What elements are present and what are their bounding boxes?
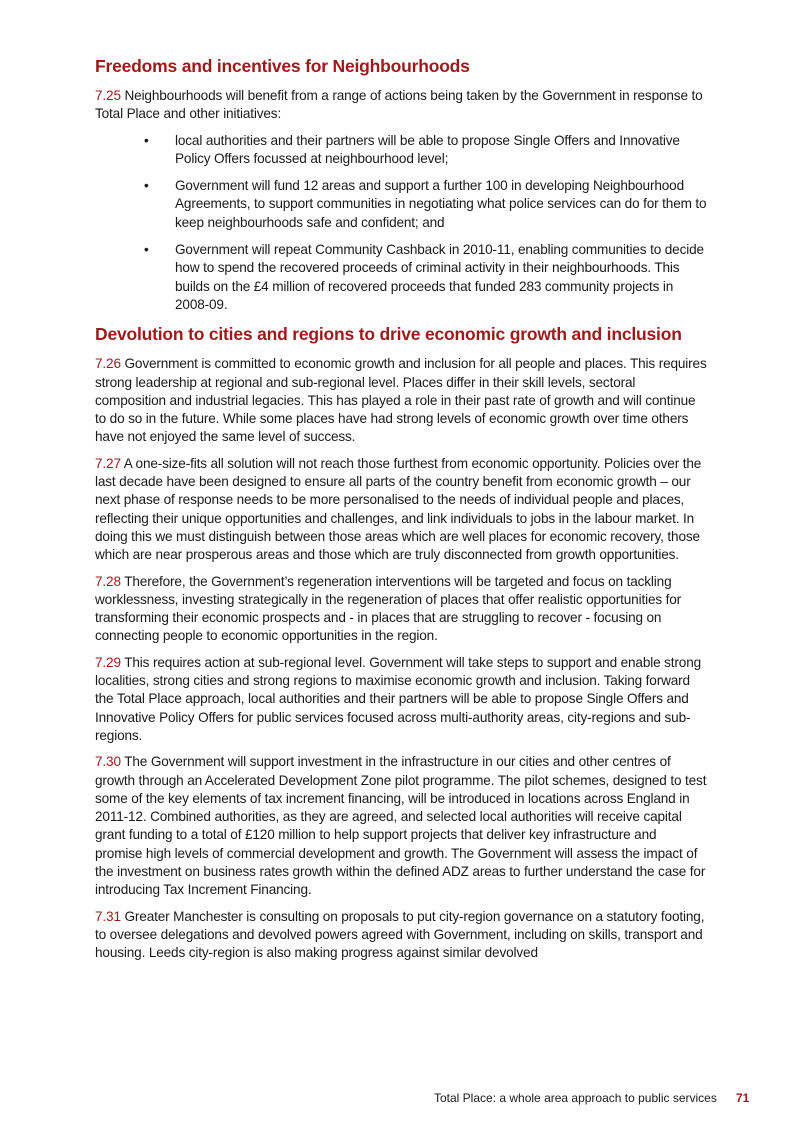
list-item bbox=[95, 241, 707, 314]
paragraph-number: 7.25 bbox=[95, 88, 121, 103]
paragraph-7-25 bbox=[95, 87, 707, 124]
paragraph-7-27 bbox=[95, 455, 707, 565]
section-heading-neighbourhoods: Freedoms and incentives for Neighbourhoods bbox=[95, 56, 470, 76]
paragraph-7-30 bbox=[95, 753, 707, 899]
paragraph-text: Therefore, the Government’s regeneration interventions will be targeted and focus on tackling worklessness, investing strategically in the regeneration of places that offer realistic opportunities for transforming their economic prospects and - in places that are struggling to recover - focusing on connecting people to economic opportunities in the region. bbox=[95, 573, 682, 644]
paragraph-number: 7.31 bbox=[95, 908, 121, 924]
paragraph-text: Greater Manchester is consulting on proposals to put city-region governance on a statutory footing, to oversee delegations and devolved powers agreed with Government, including on skills, transport and housing. Leeds city-region is also making progress against similar devolved bbox=[95, 908, 705, 961]
paragraph-7-31 bbox=[95, 908, 707, 963]
paragraph-7-26 bbox=[95, 355, 707, 446]
section-heading-devolution: Devolution to cities and regions to drive economic growth and inclusion bbox=[95, 324, 682, 345]
paragraph-7-28 bbox=[95, 573, 707, 646]
list-item-text: Government will fund 12 areas and support a further 100 in developing Neighbourhood Agreements, to support communities in negotiating what police services can do for them to keep neighbourhoods safe and confident; and bbox=[175, 178, 707, 230]
page-number: 71 bbox=[736, 1091, 750, 1105]
footer-title: Total Place: a whole area approach to public services bbox=[434, 1091, 717, 1105]
paragraph-text: This requires action at sub-regional level. Government will take steps to support and enable strong localities, strong cities and strong regions to maximise economic growth and inclusion. Taking forward the Total Place approach, local authorities and their partners will be able to propose Single Offers and Innovative Policy Offers for public services focused across multi-authority areas, city-regions and sub-regions. bbox=[95, 654, 702, 743]
paragraph-number: 7.27 bbox=[95, 455, 121, 471]
list-item bbox=[95, 132, 707, 169]
list-item-text: local authorities and their partners will be able to propose Single Offers and Innovative Policy Offers focussed at neighbourhood level; bbox=[175, 132, 680, 166]
paragraph-text: The Government will support investment in the infrastructure in our cities and other centres of growth through an Accelerated Development Zone pilot programme. The pilot schemes, designed to test some of the key elements of tax increment financing, will be introduced in locations across England in 2011-12. Combined authorities, as they are agreed, and selected local authorities will receive capital grant funding to a total of £120 million to help support projects that deliver key infrastructure and promise high levels of commercial development and growth. The Government will assess the impact of the investment on business rates growth within the defined ADZ areas to further understand the case for introducing Tax Increment Financing. bbox=[95, 754, 707, 898]
paragraph-number: 7.28 bbox=[95, 573, 121, 589]
list-item bbox=[95, 177, 707, 232]
list-item-text: Government will repeat Community Cashback in 2010-11, enabling communities to decide how to spend the recovered proceeds of criminal activity in their neighbourhoods. This builds on the £4 million of recovered proceeds that funded 283 community projects in 2008-09. bbox=[175, 242, 704, 312]
paragraph-text: Government is committed to economic growth and inclusion for all people and places. This requires strong leadership at regional and sub-regional level. Places differ in their skill levels, sectoral composition and industrial legacies. This has played a role in their past rate of growth and will continue to do so in the future. While some places have had strong levels of economic growth over time others have not enjoyed the same level of success. bbox=[95, 356, 707, 445]
paragraph-7-29 bbox=[95, 654, 707, 745]
paragraph-number: 7.30 bbox=[95, 754, 121, 770]
bullet-icon: • bbox=[144, 132, 149, 148]
bullet-icon: • bbox=[144, 242, 149, 258]
paragraph-text: Neighbourhoods will benefit from a range of actions being taken by the Government in response to Total Place and other initiatives: bbox=[95, 88, 703, 122]
bullet-list bbox=[95, 132, 707, 315]
bullet-icon: • bbox=[144, 178, 149, 194]
document-body bbox=[95, 56, 707, 970]
paragraph-number: 7.29 bbox=[95, 654, 121, 670]
paragraph-text: A one-size-fits all solution will not reach those furthest from economic opportunity. Policies over the last decade have been designed to ensure all parts of the country benefit from economic growth – our next phase of response needs to be more personalised to the needs of individual people and places, reflecting their unique opportunities and challenges, and link individuals to jobs in the labour market. In doing this we must distinguish between those areas which are well places for economic recovery, those which are near prosperous areas and those which are truly disconnected from growth opportunities. bbox=[95, 455, 702, 563]
paragraph-number: 7.26 bbox=[95, 356, 121, 372]
